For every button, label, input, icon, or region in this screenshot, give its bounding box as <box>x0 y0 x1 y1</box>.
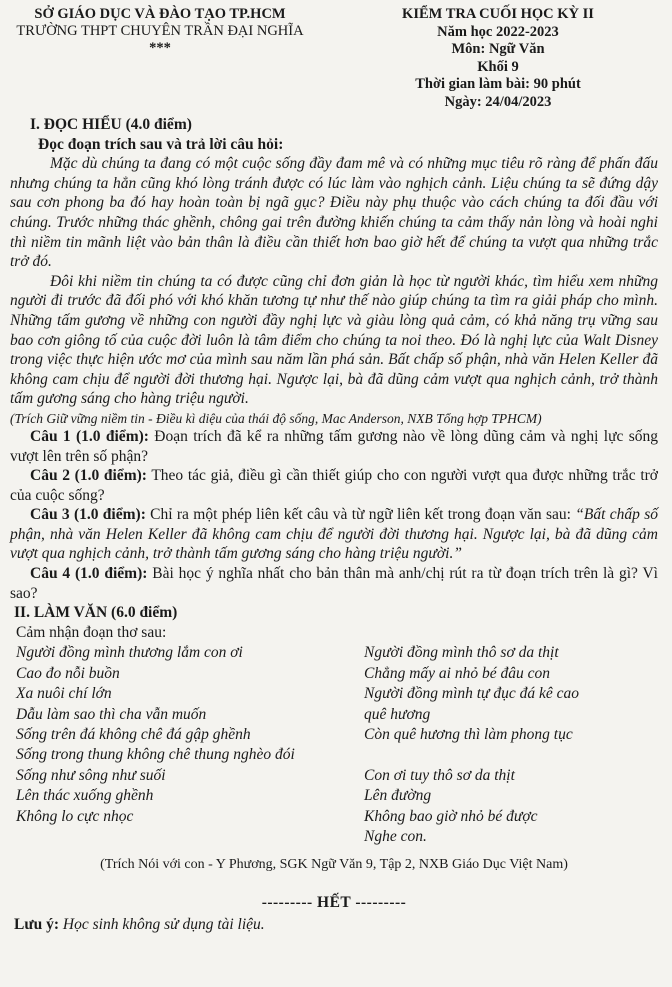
poem-line: quê hương <box>364 705 431 723</box>
part2-heading: II. LÀM VĂN (6.0 điểm) <box>14 604 178 622</box>
poem-line: Người đồng mình thương lắm con ơi <box>16 644 243 662</box>
exam-info <box>348 6 658 111</box>
poem-line: Xa nuôi chí lớn <box>16 685 112 703</box>
school-info <box>10 6 310 111</box>
question-2 <box>10 466 658 505</box>
exam-duration: Thời gian làm bài: 90 phút <box>415 76 581 92</box>
header-stars: *** <box>149 40 171 56</box>
note-text: Học sinh không sử dụng tài liệu. <box>59 915 265 933</box>
exam-title: KIỂM TRA CUỐI HỌC KỲ II <box>402 6 594 22</box>
part2-instruction: Cảm nhận đoạn thơ sau: <box>16 623 167 641</box>
poem-line: Người đồng mình thô sơ da thịt <box>364 644 559 662</box>
poem-line: Chẳng mấy ai nhỏ bé đâu con <box>364 664 550 682</box>
question-label: Câu 4 (1.0 điểm): <box>30 565 148 583</box>
poem-line: Không bao giờ nhỏ bé được <box>364 807 538 825</box>
exam-note <box>14 915 658 935</box>
exam-date: Ngày: 24/04/2023 <box>444 93 552 110</box>
exam-header <box>10 6 658 111</box>
poem-left-column <box>16 643 364 847</box>
poem-line: Người đồng mình tự đục đá kê cao <box>364 685 580 703</box>
question-1 <box>10 427 658 466</box>
end-marker: --------- HẾT --------- <box>261 893 407 911</box>
question-3 <box>10 505 658 564</box>
poem <box>10 643 658 847</box>
part1-heading: I. ĐỌC HIỂU (4.0 điểm) <box>30 116 192 133</box>
question-text: Bài học ý nghĩa nhất cho bản thân mà anh/chị rút ra từ đoạn trích trên là gì? Vì sao? <box>10 565 658 602</box>
question-4 <box>10 564 658 603</box>
passage-source: (Trích Giữ vững niềm tin - Điều kì diệu của thái độ sống, Mac Anderson, NXB Tổng hợp TPHCM) <box>10 410 542 426</box>
question-text: Đoạn trích đã kể ra những tấm gương nào về lòng dũng cảm và nghị lực sống vượt lên trên số phận? <box>10 427 658 465</box>
poem-line: Sống như sông như suối <box>16 766 166 784</box>
poem-stanza-gap <box>364 745 634 765</box>
question-text: Chỉ ra một phép liên kết câu và từ ngữ liên kết trong đoạn văn sau: <box>145 506 576 524</box>
poem-citation: (Trích Nói với con - Y Phương, SGK Ngữ Văn 9, Tập 2, NXB Giáo Dục Việt Nam) <box>100 857 568 873</box>
question-text: Theo tác giả, điều gì cần thiết giúp cho con người vượt qua được những trắc trở của cuộc sống? <box>10 467 658 504</box>
question-label: Câu 2 (1.0 điểm): <box>30 467 147 485</box>
question-quote: “Bất chấp số phận, nhà văn Helen Keller đã không cam chịu để người đời thương hại. Ngược lại, bà đã dũng cảm vượt qua nghịch cảnh, trở thành tấm gương sáng cho hàng triệu người.” <box>10 506 658 563</box>
poem-line: Lên đường <box>364 787 432 805</box>
poem-line: Lên thác xuống ghềnh <box>16 787 154 805</box>
poem-line: Con ơi tuy thô sơ da thịt <box>364 766 515 784</box>
question-label: Câu 3 (1.0 điểm): <box>30 506 146 524</box>
school-name: TRƯỜNG THPT CHUYÊN TRẦN ĐẠI NGHĨA <box>16 23 304 39</box>
passage-paragraph-1: Mặc dù chúng ta đang có một cuộc sống đầy đam mê và có những mục tiêu rõ ràng để phấn đấu nhưng chúng ta hẳn cũng khó lòng tránh được có lúc làm vào nghịch cảnh. Liệu chúng ta sẽ đứng dậy sau cơn phong ba đó hay hoàn toàn bị ngã gục? Điều này phụ thuộc vào cách chúng ta đối đầu với chúng. Trước những thác ghềnh, chông gai trên đường khiến chúng ta cảm thấy nản lòng và hoài nghi thì niềm tin mãnh liệt vào bản thân là điều cần thiết hơn bao giờ hết để chúng ta vượt qua những trắc trở đó. <box>10 155 658 271</box>
poem-line: Cao đo nỗi buồn <box>16 664 120 682</box>
poem-line: Còn quê hương thì làm phong tục <box>364 726 573 743</box>
poem-line: Sống trên đá không chê đá gập ghềnh <box>16 726 251 743</box>
note-label: Lưu ý: <box>14 915 60 933</box>
poem-right-column <box>364 643 634 847</box>
poem-line: Nghe con. <box>364 827 427 845</box>
question-label: Câu 1 (1.0 điểm): <box>30 427 149 445</box>
poem-line: Dẫu làm sao thì cha vẫn muốn <box>16 705 207 723</box>
exam-subject: Môn: Ngữ Văn <box>451 41 545 57</box>
passage-paragraph-2: Đôi khi niềm tin chúng ta có được cũng chỉ đơn giản là học từ người khác, tìm hiểu xem những người đi trước đã đối phó với khó khăn tương tự như thế nào giúp chúng ta tìm ra giải pháp cho mình. Những tấm gương về những con người đầy nghị lực và giàu lòng quả cảm, có khả năng trụ vững sau bao cơn giông tố của cuộc đời luôn là tâm điểm cho chúng ta noi theo. Đó là nghị lực của Walt Disney trong việc thực hiện ước mơ của mình sau năm lần phá sản. Bất chấp số phận, nhà văn Helen Keller đã không cam chịu để người đời thương hại. Ngược lại, bà đã dũng cảm vượt qua nghịch cảnh, trở thành tấm gương sáng cho hàng triệu người. <box>10 272 658 408</box>
exam-grade: Khối 9 <box>477 58 519 75</box>
department-name: SỞ GIÁO DỤC VÀ ĐÀO TẠO TP.HCM <box>34 6 286 22</box>
part1-instruction: Đọc đoạn trích sau và trả lời câu hỏi: <box>38 135 284 153</box>
school-year: Năm học 2022-2023 <box>437 23 559 40</box>
poem-line: Không lo cực nhọc <box>16 807 134 825</box>
poem-line: Sống trong thung không chê thung nghèo đói <box>16 746 295 764</box>
